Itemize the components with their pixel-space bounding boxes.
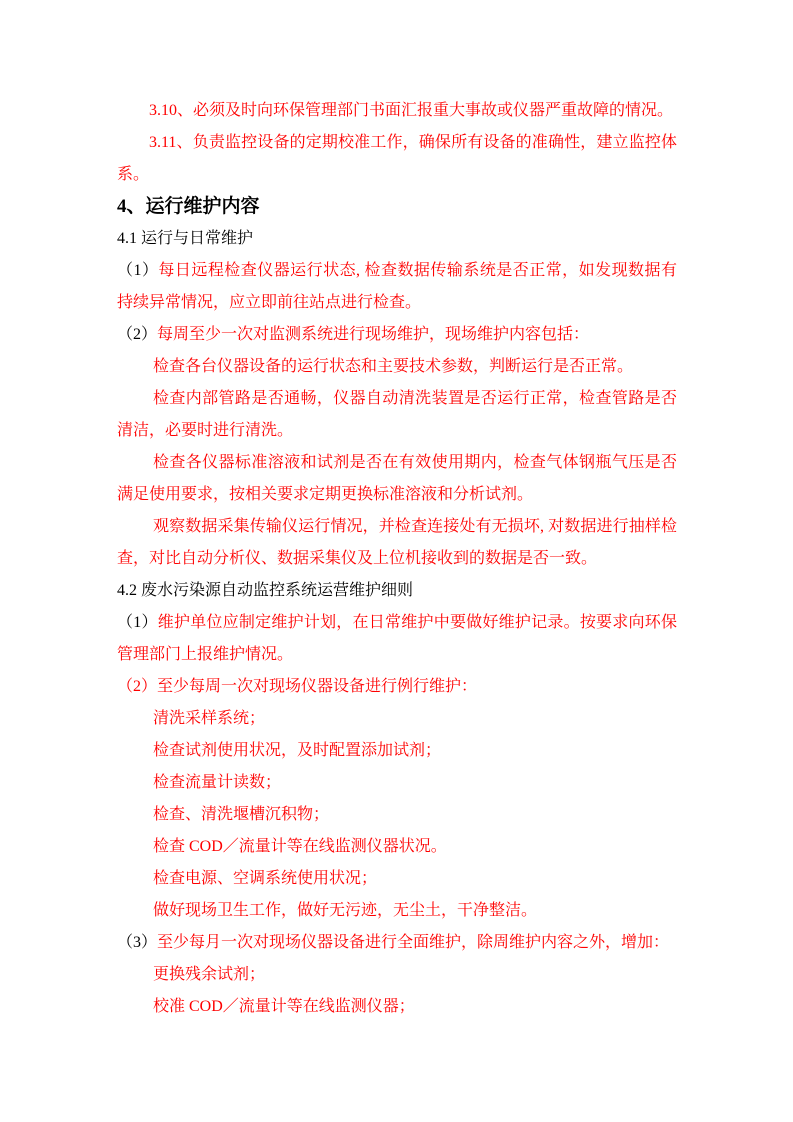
item-marker: （1） [117, 614, 158, 631]
item-text: 每日远程检查仪器运行状态, 检查数据传输系统是否正常，如发现数据有持续异常情况，应立即前往站点进行检查。 [117, 262, 677, 311]
section-4-1-title: 4.1 运行与日常维护 [117, 230, 254, 247]
section-4-1-detail: 检查内部管路是否通畅，仪器自动清洗装置是否运行正常，检查管路是否清洁，必要时进行清洗。 [117, 390, 677, 439]
monthly-task: 校准 COD／流量计等在线监测仪器； [153, 998, 415, 1015]
section-4-1-detail: 检查各台仪器设备的运行状态和主要技术参数，判断运行是否正常。 [153, 358, 634, 375]
section-4-2-item-3 [117, 927, 677, 959]
item-marker: （3） [117, 934, 158, 951]
item-marker: （1） [117, 262, 159, 279]
item-text: 维护单位应制定维护计划，在日常维护中要做好维护记录。按要求向环保管理部门上报维护情况。 [117, 614, 677, 663]
weekly-task: 检查 COD／流量计等在线监测仪器状况。 [153, 838, 447, 855]
paragraph-3-11: 3.11、负责监控设备的定期校准工作，确保所有设备的准确性，建立监控体系。 [117, 134, 677, 183]
weekly-task: 检查流量计读数； [153, 774, 282, 791]
item-text: 每周至少一次对监测系统进行现场维护，现场维护内容包括： [157, 326, 590, 343]
paragraph-3-10: 3.10、必须及时向环保管理部门书面汇报重大事故或仪器严重故障的情况。 [149, 102, 674, 119]
item-marker: （2） [117, 678, 158, 695]
section-4-2-item-1 [117, 607, 677, 671]
weekly-task: 做好现场卫生工作，做好无污迹，无尘土，干净整洁。 [153, 902, 538, 919]
monthly-task: 更换残余试剂； [153, 966, 266, 983]
section-4-1-detail: 观察数据采集传输仪运行情况，并检查连接处有无损坏, 对数据进行抽样检查，对比自动分析仪、数据采集仪及上位机接收到的数据是否一致。 [117, 518, 677, 567]
section-4-2-item-2 [117, 671, 677, 703]
section-4-1-item-1 [117, 255, 677, 319]
weekly-task: 检查试剂使用状况，及时配置添加试剂； [153, 742, 442, 759]
chapter-heading: 4、运行维护内容 [117, 196, 260, 217]
weekly-task: 检查、清洗堰槽沉积物； [153, 806, 330, 823]
item-marker: （2） [117, 326, 158, 343]
weekly-task: 检查电源、空调系统使用状况； [153, 870, 378, 887]
document-body [117, 95, 677, 1023]
item-text: 至少每月一次对现场仪器设备进行全面维护，除周维护内容之外，增加： [157, 934, 670, 951]
section-4-1-item-2 [117, 319, 677, 351]
section-4-2-title: 4.2 废水污染源自动监控系统运营维护细则 [117, 582, 414, 599]
weekly-task: 清洗采样系统； [153, 710, 266, 727]
item-text: 至少每周一次对现场仪器设备进行例行维护： [157, 678, 478, 695]
section-4-1-detail: 检查各仪器标准溶液和试剂是否在有效使用期内，检查气体钢瓶气压是否满足使用要求，按相关要求定期更换标准溶液和分析试剂。 [117, 454, 677, 503]
